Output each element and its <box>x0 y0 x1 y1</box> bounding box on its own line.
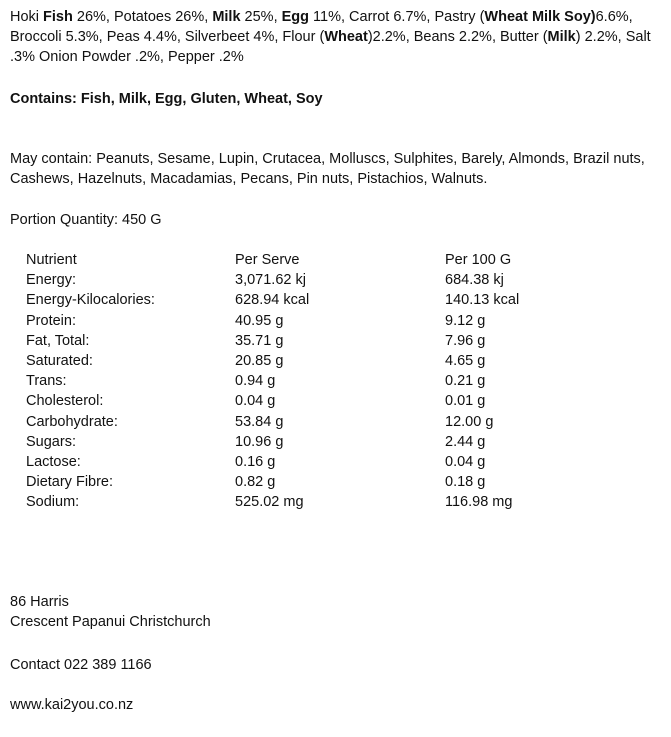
per-100g-value: 140.13 kcal <box>445 292 520 309</box>
table-row <box>26 472 646 492</box>
per-serve-value: 0.04 g <box>235 393 276 410</box>
nutrition-table <box>26 250 646 512</box>
table-row <box>26 371 646 391</box>
business-address <box>10 592 665 632</box>
address-line-2: Crescent Papanui Christchurch <box>10 614 211 630</box>
ingredient-text: Hoki <box>10 9 44 25</box>
per-100g-value: 2.44 g <box>445 433 486 450</box>
per-100g-value: 0.04 g <box>445 453 486 470</box>
per-serve-value: 0.94 g <box>235 373 276 390</box>
per-serve-value: 10.96 g <box>235 433 284 450</box>
table-row <box>26 492 646 512</box>
allergen-highlight: Milk <box>212 9 241 25</box>
allergen-contains: Contains: Fish, Milk, Egg, Gluten, Wheat, Soy <box>10 91 323 107</box>
nutrient-name: Cholesterol: <box>26 393 104 410</box>
table-row <box>26 412 646 432</box>
contact-phone: Contact 022 389 1166 <box>10 657 152 673</box>
allergen-highlight: Wheat <box>324 29 368 45</box>
nutrient-name: Protein: <box>26 312 76 329</box>
table-row <box>26 311 646 331</box>
per-serve-value: 35.71 g <box>235 332 284 349</box>
portion-quantity: Portion Quantity: 450 G <box>10 212 162 228</box>
table-row <box>26 432 646 452</box>
ingredient-text: )2.2%, Beans 2.2%, Butter ( <box>367 29 548 45</box>
per-serve-value: 20.85 g <box>235 352 284 369</box>
ingredients-list <box>10 7 665 67</box>
table-row <box>26 452 646 472</box>
website-url: www.kai2you.co.nz <box>10 697 134 713</box>
per-serve-value: 53.84 g <box>235 413 284 430</box>
nutrient-name: Fat, Total: <box>26 332 90 349</box>
ingredient-text: 26%, Potatoes 26%, <box>72 9 213 25</box>
ingredient-text: 11%, Carrot 6.7%, Pastry ( <box>309 9 485 25</box>
per-100g-value: 7.96 g <box>445 332 486 349</box>
nutrient-name: Energy-Kilocalories: <box>26 292 155 309</box>
allergen-may-contain: May contain: Peanuts, Sesame, Lupin, Crutacea, Molluscs, Sulphites, Barely, Almonds, Brazil nuts, Cashews, Hazelnuts, Macadamias, Pecans, Pin nuts, Pistachios, Walnuts. <box>10 151 645 187</box>
nutrient-name: Carbohydrate: <box>26 413 118 430</box>
nutrient-name: Energy: <box>26 272 76 289</box>
nutrient-name: Sodium: <box>26 494 80 511</box>
allergen-highlight: Fish <box>43 9 73 25</box>
nutrient-name: Lactose: <box>26 453 81 470</box>
table-row <box>26 270 646 290</box>
table-row <box>26 351 646 371</box>
per-100g-value: 12.00 g <box>445 413 494 430</box>
per-serve-value: 525.02 mg <box>235 494 304 511</box>
allergen-highlight: Wheat Milk Soy) <box>484 9 596 25</box>
nutrient-name: Sugars: <box>26 433 76 450</box>
nutrition-header-row <box>26 250 646 270</box>
ingredient-text: 25%, <box>240 9 282 25</box>
allergen-highlight: Milk <box>547 29 576 45</box>
per-100g-value: 0.18 g <box>445 474 486 491</box>
per-100g-value: 684.38 kj <box>445 272 504 289</box>
address-line-1: 86 Harris <box>10 594 69 610</box>
table-row <box>26 290 646 310</box>
per-100g-value: 0.21 g <box>445 373 486 390</box>
ingredient-text: 6.6%, Broccoli 5.3%, Peas 4.4%, Silverbeet 4%, Flour ( <box>10 9 633 45</box>
header-per-serve: Per Serve <box>235 252 300 268</box>
per-100g-value: 0.01 g <box>445 393 486 410</box>
per-serve-value: 0.16 g <box>235 453 276 470</box>
nutrient-name: Trans: <box>26 373 67 390</box>
table-row <box>26 391 646 411</box>
per-100g-value: 116.98 mg <box>445 494 513 511</box>
per-serve-value: 3,071.62 kj <box>235 272 306 289</box>
per-serve-value: 0.82 g <box>235 474 276 491</box>
nutrient-name: Saturated: <box>26 352 93 369</box>
nutrient-name: Dietary Fibre: <box>26 474 114 491</box>
header-per-100g: Per 100 G <box>445 252 512 268</box>
header-nutrient: Nutrient <box>26 252 77 268</box>
per-serve-value: 628.94 kcal <box>235 292 310 309</box>
per-100g-value: 4.65 g <box>445 352 486 369</box>
allergen-highlight: Egg <box>281 9 310 25</box>
per-serve-value: 40.95 g <box>235 312 284 329</box>
ingredient-text: ) 2.2%, Salt .3% Onion Powder .2%, Pepper .2% <box>10 29 651 65</box>
table-row <box>26 331 646 351</box>
per-100g-value: 9.12 g <box>445 312 486 329</box>
